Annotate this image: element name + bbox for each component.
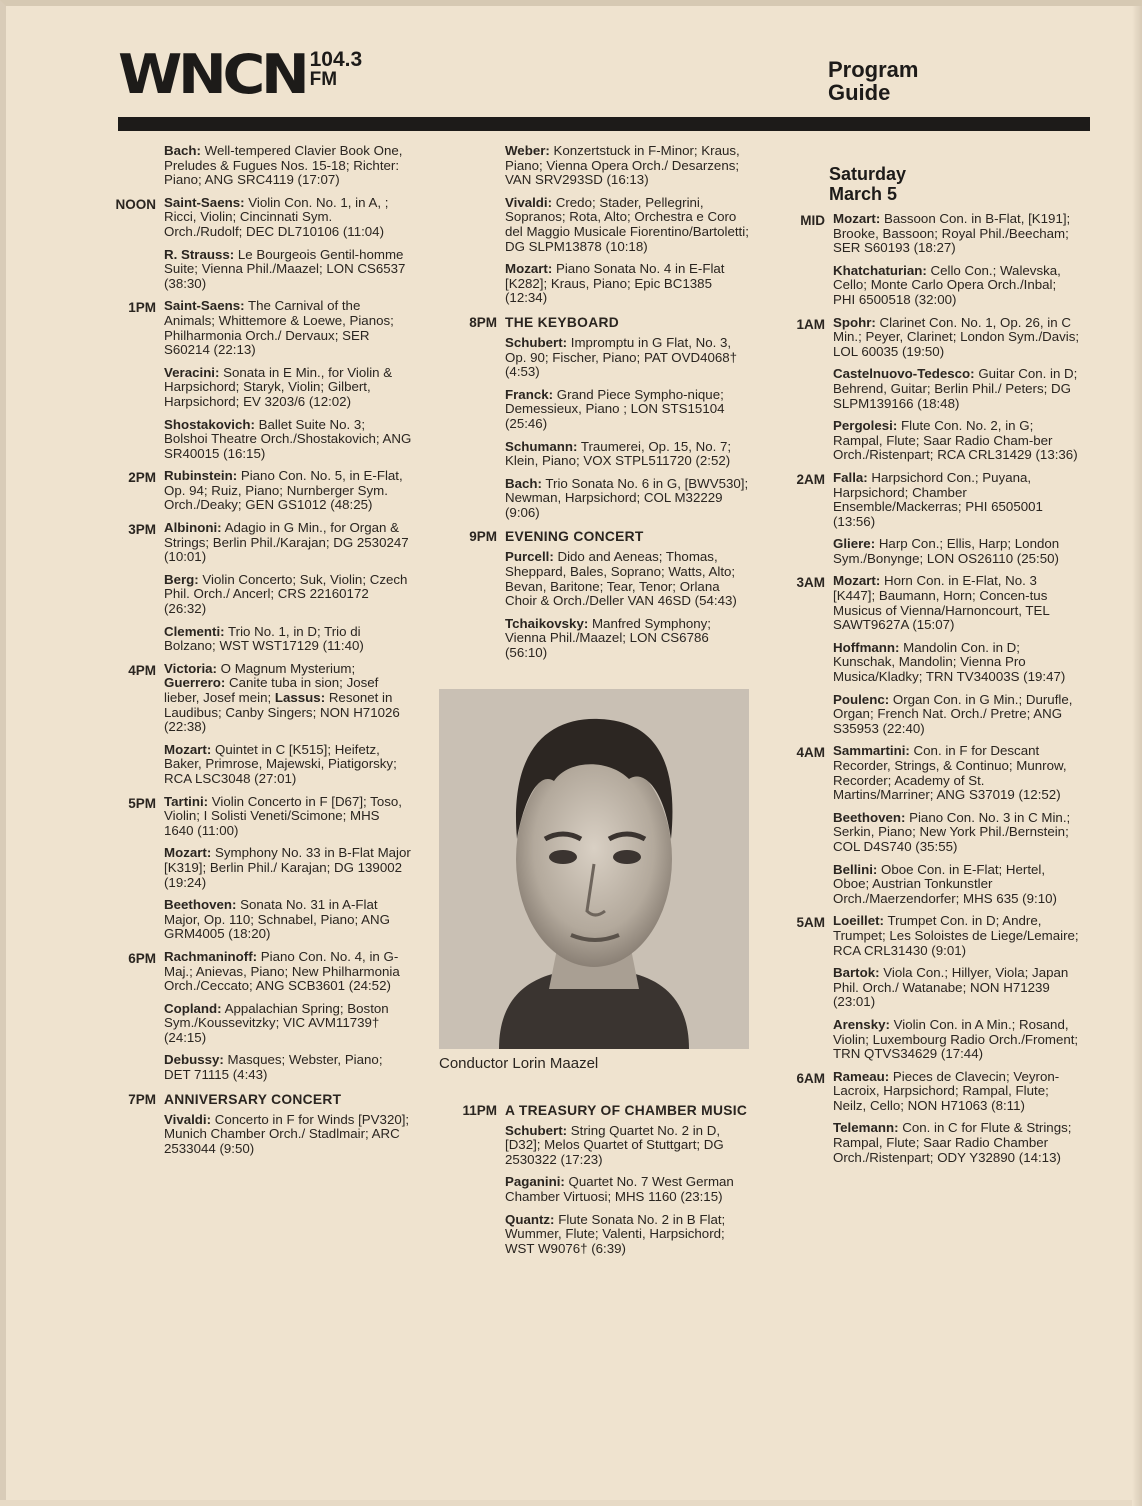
time-slot: [781, 212, 1081, 316]
work-details: Traumerei, Op. 15, No. 7; Klein, Piano; VOX STPL511720 (2:52): [505, 438, 732, 469]
work-details: Clarinet Con. No. 1, Op. 26, in C Min.; Peyer, Clarinet; London Sym./Davis; LOL 60035 (19:50): [833, 314, 1080, 359]
work-details: The Carnival of the Animals; Whittemore & Loewe, Pianos; Philharmonia Orch./ Dervaux; SER S60214 (22:13): [164, 298, 394, 358]
program-list: [164, 196, 412, 300]
work-details: Piano Con. No. 5, in E-Flat, Op. 94; Ruiz, Piano; Nurnberger Sym. Orch./Deaky; GEN GS1012 (48:25): [164, 468, 403, 513]
program-entry: [833, 966, 1081, 1010]
work-details: Piano Con. No. 4, in G-Maj.; Anievas, Piano; New Philharmonia Orch./Ceccato; ANG SCB3601 (24:52): [164, 948, 400, 994]
station-band: FM: [309, 69, 338, 90]
composer-name: Beethoven:: [833, 809, 906, 825]
composer-name: Berg:: [164, 571, 199, 587]
time-slot: [453, 314, 753, 529]
time-label: 2AM: [796, 471, 825, 487]
program-section-title: EVENING CONCERT: [505, 529, 644, 545]
program-entry: [164, 846, 412, 890]
program-entry: [833, 316, 1081, 360]
composer-name: Weber:: [505, 143, 550, 158]
composer-name: Saint-Saens:: [164, 194, 245, 210]
program-entry: [164, 196, 412, 240]
work-details: Mandolin Con. in D; Kunschak, Mandolin; Vienna Pro Musica/Kladky; TRN TV34003S (19:47): [833, 639, 1066, 685]
work-details: Harpsichord Con.; Puyana, Harpsichord; Chamber Ensemble/Mackerras; PHI 6505001 (13:56): [833, 469, 1043, 529]
work-details: Piano Con. No. 3 in C Min.; Serkin, Piano; New York Phil./Bernstein; COL D4S740 (35:55): [833, 809, 1071, 854]
composer-name: Schumann:: [505, 438, 578, 454]
station-frequency-block: [310, 50, 363, 90]
photo-caption: Conductor Lorin Maazel: [439, 1054, 599, 1072]
program-list: [833, 1070, 1081, 1174]
program-entry: [505, 262, 753, 306]
composer-name: Saint-Saens:: [164, 298, 245, 314]
program-list: [164, 662, 412, 795]
program-entry: [833, 574, 1081, 632]
composer-name: Quantz:: [505, 1211, 555, 1227]
composer-name: Bach:: [505, 475, 542, 491]
program-list: [833, 914, 1081, 1069]
program-entry: [505, 196, 753, 254]
work-details: Violin Concerto in F [D67]; Toso, Violin; I Solisti Veneti/Scimone; MHS 1640 (11:00): [164, 793, 402, 838]
work-details: Oboe Con. in E-Flat; Hertel, Oboe; Austrian Tonkunstler Orch./Maerzendorfer; MHS 635 (9:10): [833, 861, 1057, 906]
work-details: O Magnum Mysterium;: [216, 660, 356, 676]
program-entry: [505, 1124, 753, 1168]
time-label: 1PM: [128, 300, 156, 316]
program-entry: [505, 388, 753, 432]
program-list: [833, 212, 1081, 316]
work-details: Guitar Con. in D; Behrend, Guitar; Berlin Phil./ Peters; DG SLPM139166 (18:48): [833, 366, 1078, 411]
composer-name: Rachmaninoff:: [164, 948, 258, 964]
program-list: [164, 795, 412, 950]
schedule-column-3-list: [781, 212, 1081, 1173]
program-entry: [833, 863, 1081, 907]
composer-name: Gliere:: [833, 536, 876, 552]
composer-name: Vivaldi:: [505, 194, 553, 210]
work-details: Credo; Stader, Pellegrini, Sopranos; Rota, Alto; Orchestra e Coro del Maggio Musicale Fiorentino/Bartoletti; DG SLPM13878 (10:18): [505, 194, 749, 254]
composer-name: Hoffmann:: [833, 639, 900, 655]
program-entry: [164, 366, 412, 410]
page-title: [828, 58, 918, 104]
station-logo: [118, 43, 363, 106]
time-label: 2PM: [128, 470, 156, 486]
work-details: Horn Con. in E-Flat, No. 3 [K447]; Baumann, Horn; Concen-tus Musicus of Vienna/Harnoncourt, TEL SAWT9627A (15:07): [833, 573, 1050, 633]
time-label: [453, 144, 505, 314]
composer-name: Castelnuovo-Tedesco:: [833, 366, 975, 382]
composer-name: Loeillet:: [833, 913, 884, 929]
time-label: 3PM: [128, 522, 156, 538]
work-details: Concerto in F for Winds [PV320]; Munich Chamber Orch./ Stadlmair; ARC 2533044 (9:50): [164, 1111, 410, 1156]
program-section-title: THE KEYBOARD: [505, 314, 619, 330]
program-entry: [164, 898, 412, 942]
schedule-column-2-bottom: [453, 1102, 753, 1265]
time-label: 1AM: [796, 316, 825, 332]
program-entry: [164, 625, 412, 654]
time-label: 6AM: [796, 1070, 825, 1086]
program-entry: [505, 1175, 753, 1204]
work-details: Sonata in E Min., for Violin & Harpsichord; Staryk, Violin; Gilbert, Harpsichord; EV 3203/6 (12:02): [164, 364, 393, 409]
time-label: 6PM: [128, 950, 156, 966]
composer-name: Telemann:: [833, 1120, 899, 1136]
work-details: Cello Con.; Walevska, Cello; Monte Carlo Opera Orch./Inbal; PHI 6500518 (32:00): [833, 262, 1061, 307]
work-details: Pieces de Clavecin; Veyron-Lacroix, Harpsichord; Rampal, Flute; Neilz, Cello; NON H71063 (8:11): [833, 1068, 1060, 1113]
program-entry: [164, 662, 412, 735]
work-details: Trio No. 1, in D; Trio di Bolzano; WST WST17129 (11:40): [164, 623, 364, 654]
program-entry: [505, 144, 753, 188]
composer-name: Vivaldi:: [164, 1111, 212, 1127]
header-rule: [118, 117, 1090, 131]
program-entry: [833, 693, 1081, 737]
schedule-date-heading: [829, 164, 1081, 204]
time-slot: [112, 795, 412, 950]
work-details: Con. in C for Flute & Strings; Rampal, Flute; Saar Radio Chamber Orch./Ristenpart; ODY Y32890 (14:13): [833, 1120, 1072, 1165]
time-label: 8PM: [469, 314, 497, 330]
program-entry: [164, 1113, 412, 1157]
time-label: MID: [800, 213, 825, 228]
program-list: [833, 574, 1081, 744]
program-entry: [833, 1070, 1081, 1114]
composer-name: Mozart:: [164, 845, 212, 861]
program-entry: [833, 212, 1081, 256]
composer-name: Paganini:: [505, 1174, 565, 1190]
work-details: Symphony No. 33 in B-Flat Major [K319]; Berlin Phil./ Karajan; DG 139002 (19:24): [164, 845, 411, 890]
program-entry: [833, 537, 1081, 566]
work-details: Sonata No. 31 in A-Flat Major, Op. 110; Schnabel, Piano; ANG GRM4005 (18:20): [164, 897, 390, 942]
composer-name: Mozart:: [505, 261, 553, 277]
work-details: Adagio in G Min., for Organ & Strings; Berlin Phil./Karajan; DG 2530247 (10:01): [164, 520, 409, 565]
program-entry: [164, 299, 412, 357]
program-entry: [833, 419, 1081, 463]
schedule-column-1: [112, 144, 412, 1164]
composer-name: Poulenc:: [833, 691, 890, 707]
program-list: [833, 316, 1081, 471]
time-slot: [453, 1102, 753, 1265]
program-entry: [164, 144, 412, 188]
composer-name: Bartok:: [833, 965, 880, 981]
composer-name: Albinoni:: [164, 520, 222, 536]
program-entry: [164, 1053, 412, 1082]
composer-name: Bellini:: [833, 861, 878, 877]
schedule-column-2-top: [453, 144, 753, 669]
composer-name: Rameau:: [833, 1068, 890, 1084]
page-title-line1: Program: [828, 57, 919, 82]
time-slot: [781, 316, 1081, 471]
composer-name: Beethoven:: [164, 897, 237, 913]
time-slot: [781, 744, 1081, 914]
composer-name: Arensky:: [833, 1016, 890, 1032]
composer-name: Clementi:: [164, 623, 225, 639]
time-slot: [112, 299, 412, 469]
composer-name: Schubert:: [505, 1122, 568, 1138]
program-entry: [164, 573, 412, 617]
work-details: Organ Con. in G Min.; Durufle, Organ; French Nat. Orch./ Pretre; ANG S35953 (22:40): [833, 691, 1073, 736]
program-entry: [505, 550, 753, 608]
program-entry: [833, 914, 1081, 958]
work-details: Ballet Suite No. 3; Bolshoi Theatre Orch./Shostakovich; ANG SR40015 (16:15): [164, 416, 412, 461]
work-details: Viola Con.; Hillyer, Viola; Japan Phil. Orch./ Watanabe; NON H71239 (23:01): [833, 965, 1069, 1010]
program-entry: [833, 744, 1081, 802]
time-slot: [112, 521, 412, 662]
program-entry: [505, 477, 753, 521]
composer-name: Shostakovich:: [164, 416, 255, 432]
conductor-photo: [439, 689, 749, 1049]
time-slot: [112, 196, 412, 300]
schedule-day: Saturday: [829, 164, 907, 184]
work-details: Dido and Aeneas; Thomas, Sheppard, Bales, Soprano; Watts, Alto; Bevan, Baritone; Tear, Tenor; Orlana Choir & Orch./Deller VAN 46SD (54:43): [505, 549, 737, 609]
composer-name: Victoria:: [164, 660, 217, 676]
time-slot: [781, 914, 1081, 1069]
work-details: Resonet in Laudibus; Canby Singers; NON H71026 (22:38): [164, 690, 400, 735]
composer-name: Schubert:: [505, 334, 568, 350]
page-edge: [1132, 6, 1142, 1506]
work-details: Flute Sonata No. 2 in B Flat; Wummer, Flute; Valenti, Harpsichord; WST W9076† (6:39): [505, 1211, 726, 1256]
composer-name: Khatchaturian:: [833, 262, 927, 278]
program-entry: [164, 521, 412, 565]
program-entry: [164, 950, 412, 994]
program-section-title: ANNIVERSARY CONCERT: [164, 1091, 342, 1107]
program-list: [505, 1102, 753, 1265]
work-details: Masques; Webster, Piano; DET 71115 (4:43): [164, 1052, 383, 1083]
work-details: Le Bourgeois Gentil-homme Suite; Vienna Phil./Maazel; LON CS6537 (38:30): [164, 246, 406, 291]
composer-name: Lassus:: [271, 690, 326, 705]
work-details: Harp Con.; Ellis, Harp; London Sym./Bonynge; LON OS26110 (25:50): [833, 536, 1060, 566]
time-label: NOON: [115, 196, 156, 212]
time-label: 5PM: [128, 795, 156, 811]
composer-name: Franck:: [505, 386, 554, 402]
time-slot: [781, 1070, 1081, 1174]
time-slot: [781, 471, 1081, 575]
schedule-date: March 5: [829, 184, 898, 204]
station-frequency: 104.3: [309, 48, 363, 71]
work-details: Con. in F for Descant Recorder, Strings, & Continuo; Munrow, Recorder; Academy of St. Martins/Marriner; ANG S37019 (12:52): [833, 743, 1067, 803]
time-label: 9PM: [469, 529, 497, 545]
composer-name: Spohr:: [833, 314, 876, 330]
page-title-line2: Guide: [828, 80, 891, 105]
time-slot: [112, 662, 412, 795]
schedule-column-3: [781, 144, 1081, 1173]
work-details: Manfred Symphony; Vienna Phil./Maazel; LON CS6786 (56:10): [505, 615, 711, 661]
time-label: 4AM: [796, 745, 825, 761]
program-list: [505, 144, 753, 314]
station-call-letters: WNCN: [118, 43, 306, 106]
time-label: 3AM: [796, 575, 825, 591]
program-list: [164, 950, 412, 1091]
program-entry: [164, 743, 412, 787]
work-details: Quintet in C [K515]; Heifetz, Baker, Primrose, Majewski, Piatigorsky; RCA LSC3048 (27:01): [164, 741, 397, 786]
schedule-column-2: [439, 143, 753, 1264]
time-slot: [112, 950, 412, 1091]
composer-name: R. Strauss:: [164, 246, 235, 262]
program-entry: [164, 248, 412, 292]
program-list: [164, 469, 412, 521]
program-entry: [833, 641, 1081, 685]
work-details: Quartet No. 7 West German Chamber Virtuosi; MHS 1160 (23:15): [505, 1174, 734, 1204]
program-entry: [505, 440, 753, 469]
program-list: [164, 1091, 412, 1165]
work-details: Violin Concerto; Suk, Violin; Czech Phil. Orch./ Ancerl; CRS 22160172 (26:32): [164, 571, 408, 617]
program-entry: [505, 336, 753, 380]
program-entry: [833, 264, 1081, 308]
program-entry: [833, 811, 1081, 855]
program-list: [833, 744, 1081, 914]
composer-name: Debussy:: [164, 1052, 224, 1068]
work-details: Grand Piece Sympho-nique; Demessieux, Piano ; LON STS15104 (25:46): [505, 386, 725, 431]
composer-name: Tchaikovsky:: [505, 615, 589, 631]
composer-name: Tartini:: [164, 793, 209, 809]
time-label: [112, 144, 164, 196]
program-list: [505, 314, 753, 529]
work-details: Trumpet Con. in D; Andre, Trumpet; Les Soloistes de Liege/Lemaire; RCA CRL31430 (9:01): [833, 913, 1079, 958]
program-entry: [833, 1121, 1081, 1165]
work-details: Konzertstuck in F-Minor; Kraus, Piano; Vienna Opera Orch./ Desarzens; VAN SRV293SD (16:13): [505, 143, 740, 188]
program-list: [164, 521, 412, 662]
program-entry: [505, 617, 753, 661]
composer-name: Mozart:: [833, 211, 881, 226]
work-details: Well-tempered Clavier Book One, Preludes & Fugues Nos. 15-18; Richter: Piano; ANG SRC4119 (17:07): [164, 143, 403, 188]
composer-name: Mozart:: [164, 741, 212, 757]
composer-name: Falla:: [833, 469, 868, 485]
program-entry: [164, 795, 412, 839]
composer-name: Sammartini:: [833, 743, 910, 759]
conductor-portrait-illustration: [439, 689, 749, 1049]
time-label: 11PM: [462, 1102, 497, 1118]
time-slot: [453, 144, 753, 314]
composer-name: Rubinstein:: [164, 468, 238, 484]
time-label: 4PM: [128, 662, 156, 678]
time-slot: [112, 469, 412, 521]
composer-name: Pergolesi:: [833, 418, 898, 434]
program-entry: [833, 1018, 1081, 1062]
program-list: [505, 528, 753, 668]
program-entry: [505, 1213, 753, 1257]
composer-name: Mozart:: [833, 573, 881, 589]
program-entry: [833, 471, 1081, 529]
time-label: 7PM: [128, 1091, 156, 1107]
work-details: Canite tuba in sion; Josef lieber, Josef mein;: [164, 675, 379, 705]
work-details: Violin Con. in A Min.; Rosand, Violin; Luxembourg Radio Orch./Froment; TRN QTVS34629 (17:44): [833, 1016, 1079, 1062]
program-entry: [833, 367, 1081, 411]
program-entry: [164, 418, 412, 462]
composer-name: Purcell:: [505, 549, 554, 565]
work-details: Trio Sonata No. 6 in G, [BWV530]; Newman, Harpsichord; COL M32229 (9:06): [505, 475, 749, 520]
composer-name: Copland:: [164, 1000, 222, 1016]
work-details: Piano Sonata No. 4 in E-Flat [K282]; Kraus, Piano; Epic BC1385 (12:34): [505, 261, 725, 306]
program-entry: [164, 469, 412, 513]
composer-name: Guerrero:: [164, 675, 226, 691]
work-details: Flute Con. No. 2, in G; Rampal, Flute; Saar Radio Cham-ber Orch./Ristenpart; RCA CRL31429 (13:36): [833, 418, 1078, 463]
work-details: Violin Con. No. 1, in A, ; Ricci, Violin; Cincinnati Sym. Orch./Rudolf; DEC DL710106 (11:04): [164, 194, 389, 239]
time-slot: [112, 144, 412, 196]
program-list: [164, 299, 412, 469]
program-entry: [164, 1002, 412, 1046]
program-list: [833, 471, 1081, 575]
composer-name: Bach:: [164, 143, 201, 158]
work-details: String Quartet No. 2 in D, [D32]; Melos Quartet of Stuttgart; DG 2530322 (17:23): [505, 1122, 724, 1167]
time-label: 5AM: [796, 915, 825, 931]
program-list: [164, 144, 412, 196]
work-details: Impromptu in G Flat, No. 3, Op. 90; Fischer, Piano; PAT OVD4068† (4:53): [505, 334, 738, 380]
work-details: Appalachian Spring; Boston Sym./Koussevitzky; VIC AVM11739† (24:15): [164, 1000, 389, 1045]
composer-name: Veracini:: [164, 364, 220, 380]
work-details: Bassoon Con. in B-Flat, [K191]; Brooke, Bassoon; Royal Phil./Beecham; SER S60193 (18:27): [833, 211, 1071, 256]
time-slot: [781, 574, 1081, 744]
time-slot: [112, 1091, 412, 1165]
program-section-title: A TREASURY OF CHAMBER MUSIC: [505, 1102, 748, 1118]
time-slot: [453, 528, 753, 668]
